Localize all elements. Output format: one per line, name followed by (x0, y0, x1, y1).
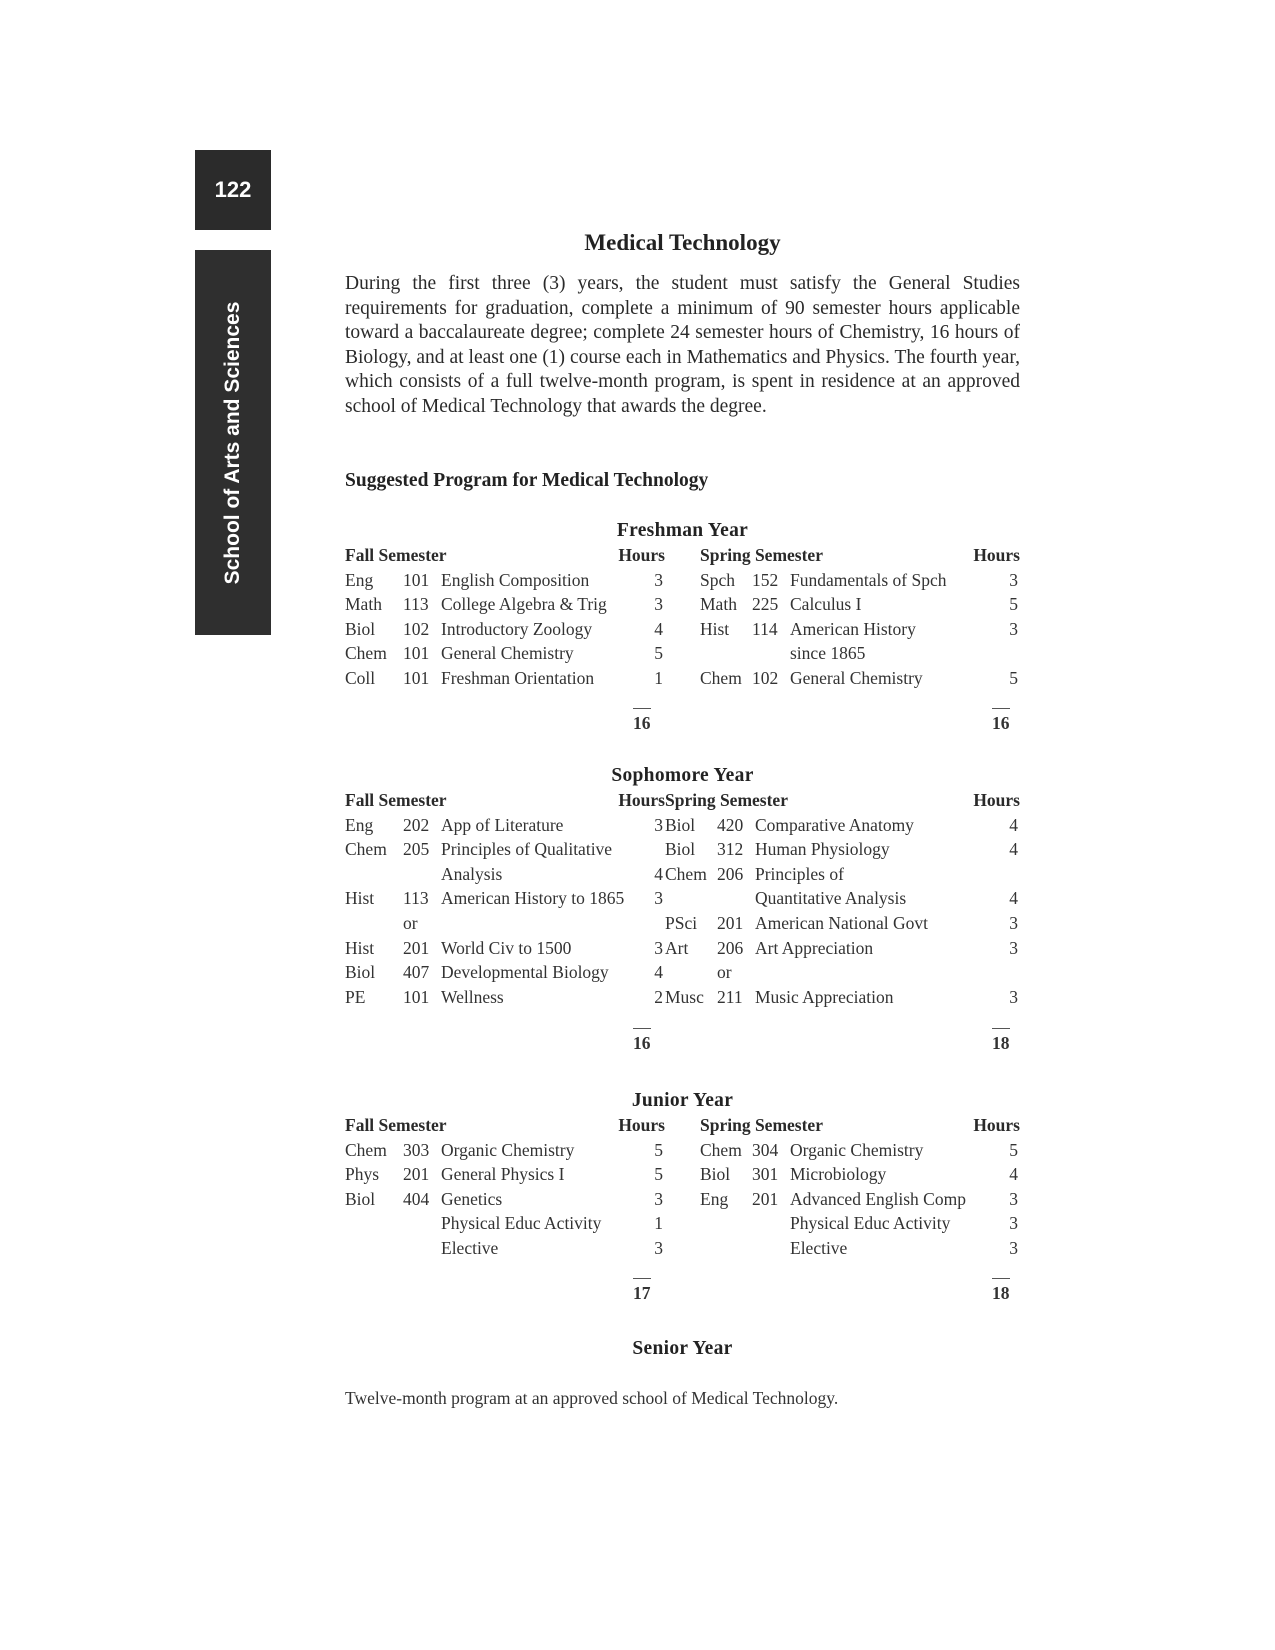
course-number: 211 (717, 986, 743, 1007)
course-title: Advanced English Comp (790, 1188, 966, 1209)
course-hours: 5 (654, 643, 663, 664)
course-title: American National Govt (755, 912, 929, 933)
course-hours: 5 (1009, 667, 1018, 688)
course-hours: 4 (1009, 1164, 1018, 1185)
course-dept: Spch (700, 569, 735, 590)
course-title: Physical Educ Activity (441, 1213, 602, 1234)
course-number: 102 (752, 667, 779, 688)
section-tab (195, 250, 271, 635)
course-hours: 3 (1009, 1213, 1018, 1234)
course-row (345, 570, 665, 595)
course-number: 101 (403, 986, 430, 1007)
semester-header (345, 790, 665, 815)
course-number: 101 (403, 569, 430, 590)
course-hours: 5 (654, 1164, 663, 1185)
course-title: Calculus I (790, 594, 862, 615)
course-title: Elective (790, 1237, 848, 1258)
course-dept: Chem (700, 667, 742, 688)
course-hours: 3 (654, 1237, 663, 1258)
course-row (700, 1238, 1020, 1263)
course-row (665, 839, 1020, 864)
course-number: or (717, 962, 732, 983)
course-number: 304 (752, 1139, 779, 1160)
course-row (700, 594, 1020, 619)
course-row (700, 1164, 1020, 1189)
course-dept: Biol (345, 1188, 376, 1209)
course-title: Principles of (755, 863, 844, 884)
course-dept: Biol (345, 618, 376, 639)
course-title: Music Appreciation (755, 986, 894, 1007)
course-row (665, 815, 1020, 840)
sophomore-fall-total (633, 1028, 651, 1054)
course-dept: Art (665, 937, 689, 958)
course-row (345, 913, 665, 938)
course-title: Organic Chemistry (441, 1139, 575, 1160)
fall-semester-label: Fall Semester (345, 545, 447, 565)
course-hours: 3 (654, 569, 663, 590)
course-row (665, 888, 1020, 913)
hours-label: Hours (973, 545, 1020, 565)
section-tab-label: School of Arts and Sciences (221, 301, 244, 584)
course-dept: PE (345, 986, 366, 1007)
total-value: 17 (633, 1283, 651, 1303)
course-row (700, 1140, 1020, 1165)
course-title: Introductory Zoology (441, 618, 593, 639)
course-title: Art Appreciation (755, 937, 874, 958)
course-row (700, 619, 1020, 644)
junior-spring-total (992, 1278, 1010, 1304)
course-hours: 3 (1009, 618, 1018, 639)
course-row (345, 1238, 665, 1263)
course-row (345, 962, 665, 987)
course-title: Human Physiology (755, 839, 890, 860)
course-title: American History to 1865 (441, 888, 625, 909)
hours-label: Hours (973, 790, 1020, 810)
course-number: 113 (403, 594, 429, 615)
junior-year-heading: Junior Year (631, 1090, 734, 1111)
course-row (700, 1213, 1020, 1238)
course-number: 202 (403, 814, 430, 835)
course-row (345, 1213, 665, 1238)
total-value: 16 (633, 1033, 651, 1053)
course-hours: 5 (1009, 1139, 1018, 1160)
sophomore-spring-semester (665, 790, 1020, 1011)
course-title: Fundamentals of Spch (790, 569, 947, 590)
junior-fall-semester (345, 1115, 665, 1263)
course-hours: 4 (654, 863, 663, 884)
fall-semester-label: Fall Semester (345, 790, 447, 810)
course-number: 113 (403, 888, 429, 909)
course-row (345, 1164, 665, 1189)
course-title: Microbiology (790, 1164, 887, 1185)
course-title: General Physics I (441, 1164, 565, 1185)
course-hours: 1 (654, 1213, 663, 1234)
semester-header (700, 545, 1020, 570)
program-subtitle: Suggested Program for Medical Technology (345, 470, 709, 491)
course-hours: 1 (654, 667, 663, 688)
fall-semester-label: Fall Semester (345, 1115, 447, 1135)
senior-year-heading: Senior Year (632, 1338, 733, 1359)
course-dept: Chem (345, 643, 387, 664)
course-hours: 2 (654, 986, 663, 1007)
page-title: Medical Technology (584, 230, 781, 255)
course-hours: 3 (1009, 1237, 1018, 1258)
sophomore-year-heading: Sophomore Year (611, 765, 754, 786)
course-dept: PSci (665, 912, 698, 933)
course-row (700, 1189, 1020, 1214)
course-dept: Math (345, 594, 382, 615)
course-dept: Hist (345, 937, 375, 958)
course-hours: 3 (654, 1188, 663, 1209)
course-title: Analysis (441, 863, 503, 884)
course-row (665, 864, 1020, 889)
course-title: Principles of Qualitative (441, 839, 613, 860)
course-number: 205 (403, 839, 430, 860)
course-row (345, 1140, 665, 1165)
course-row (345, 815, 665, 840)
course-number: or (403, 912, 418, 933)
course-title: General Chemistry (441, 643, 574, 664)
junior-spring-semester (700, 1115, 1020, 1263)
total-value: 16 (992, 713, 1010, 733)
junior-fall-total (633, 1278, 651, 1304)
course-number: 206 (717, 937, 744, 958)
course-hours: 5 (654, 1139, 663, 1160)
course-dept: Eng (345, 814, 374, 835)
course-row (665, 962, 1020, 987)
course-dept: Biol (665, 814, 696, 835)
course-row (665, 987, 1020, 1012)
course-number: 101 (403, 643, 430, 664)
sophomore-spring-total (992, 1028, 1010, 1054)
semester-header (700, 1115, 1020, 1140)
course-title: English Composition (441, 569, 590, 590)
course-title: Organic Chemistry (790, 1139, 924, 1160)
course-row (345, 668, 665, 693)
course-title: Elective (441, 1237, 499, 1258)
freshman-fall-total (633, 708, 651, 734)
course-number: 407 (403, 962, 430, 983)
course-hours: 5 (1009, 594, 1018, 615)
course-title: Genetics (441, 1188, 503, 1209)
course-row (345, 888, 665, 913)
course-row (665, 913, 1020, 938)
course-hours: 3 (1009, 1188, 1018, 1209)
course-hours: 3 (654, 888, 663, 909)
page-number: 122 (195, 150, 271, 230)
course-dept: Biol (700, 1164, 731, 1185)
course-number: 201 (403, 1164, 430, 1185)
freshman-fall-semester (345, 545, 665, 693)
course-number: 404 (403, 1188, 430, 1209)
course-dept: Eng (345, 569, 374, 590)
course-title: Freshman Orientation (441, 667, 595, 688)
course-dept: Biol (345, 962, 376, 983)
course-row (345, 643, 665, 668)
course-row (700, 643, 1020, 668)
semester-header (345, 1115, 665, 1140)
spring-semester-label: Spring Semester (700, 1115, 823, 1135)
course-row (345, 619, 665, 644)
hours-label: Hours (973, 1115, 1020, 1135)
course-hours: 3 (654, 814, 663, 835)
course-dept: Hist (700, 618, 730, 639)
hours-label: Hours (618, 1115, 665, 1135)
course-title: Physical Educ Activity (790, 1213, 951, 1234)
course-hours: 3 (1009, 569, 1018, 590)
course-hours: 4 (654, 962, 663, 983)
course-number: 303 (403, 1139, 430, 1160)
course-dept: Chem (345, 1139, 387, 1160)
course-title: American History (790, 618, 916, 639)
course-number: 420 (717, 814, 744, 835)
senior-year-description: Twelve-month program at an approved school of Medical Technology. (345, 1388, 839, 1408)
course-number: 312 (717, 839, 744, 860)
course-title: since 1865 (790, 643, 866, 664)
course-dept: Phys (345, 1164, 380, 1185)
spring-semester-label: Spring Semester (665, 790, 788, 810)
course-row (345, 864, 665, 889)
spring-semester-label: Spring Semester (700, 545, 823, 565)
hours-label: Hours (618, 545, 665, 565)
course-hours: 3 (654, 937, 663, 958)
course-row (345, 594, 665, 619)
course-title: General Chemistry (790, 667, 923, 688)
course-number: 152 (752, 569, 779, 590)
freshman-spring-total (992, 708, 1010, 734)
course-dept: Math (700, 594, 737, 615)
course-number: 201 (717, 912, 744, 933)
course-title: Developmental Biology (441, 962, 609, 983)
course-hours: 3 (1009, 986, 1018, 1007)
freshman-spring-semester (700, 545, 1020, 693)
total-value: 16 (633, 713, 651, 733)
course-number: 102 (403, 618, 430, 639)
course-dept: Chem (665, 863, 707, 884)
course-hours: 4 (1009, 839, 1018, 860)
course-row (700, 570, 1020, 595)
course-title: App of Literature (441, 814, 564, 835)
total-value: 18 (992, 1283, 1010, 1303)
course-row (345, 938, 665, 963)
course-number: 201 (752, 1188, 779, 1209)
course-row (665, 938, 1020, 963)
course-hours: 3 (1009, 912, 1018, 933)
sophomore-fall-semester (345, 790, 665, 1011)
freshman-year-heading: Freshman Year (616, 520, 749, 541)
course-hours: 4 (654, 618, 663, 639)
course-number: 225 (752, 594, 779, 615)
course-hours: 3 (654, 594, 663, 615)
course-title: Comparative Anatomy (755, 814, 914, 835)
course-number: 301 (752, 1164, 779, 1185)
course-number: 206 (717, 863, 744, 884)
hours-label: Hours (618, 790, 665, 810)
course-title: College Algebra & Trig (441, 594, 607, 615)
semester-header (345, 545, 665, 570)
course-row (345, 839, 665, 864)
course-number: 114 (752, 618, 778, 639)
course-dept: Musc (665, 986, 704, 1007)
course-row (345, 987, 665, 1012)
course-title: Quantitative Analysis (755, 888, 907, 909)
course-dept: Eng (700, 1188, 729, 1209)
course-row (700, 668, 1020, 693)
semester-header (665, 790, 1020, 815)
course-dept: Chem (700, 1139, 742, 1160)
intro-paragraph: During the first three (3) years, the student must satisfy the General Studies requirements for graduation, complete a minimum of 90 semester hours applicable toward a baccalaureate degree; complete 24 semester hours of Chemistry, 16 hours of Biology, and at least one (1) course each in Mathematics and Physics. The fourth year, which consists of a full twelve-month program, is spent in residence at an approved school of Medical Technology that awards the degree. (345, 273, 1020, 417)
course-dept: Chem (345, 839, 387, 860)
course-dept: Coll (345, 667, 376, 688)
course-title: World Civ to 1500 (441, 937, 572, 958)
course-hours: 4 (1009, 888, 1018, 909)
course-row (345, 1189, 665, 1214)
course-dept: Hist (345, 888, 375, 909)
course-dept: Biol (665, 839, 696, 860)
course-hours: 3 (1009, 937, 1018, 958)
total-value: 18 (992, 1033, 1010, 1053)
course-hours: 4 (1009, 814, 1018, 835)
course-number: 101 (403, 667, 430, 688)
course-number: 201 (403, 937, 430, 958)
course-title: Wellness (441, 986, 504, 1007)
